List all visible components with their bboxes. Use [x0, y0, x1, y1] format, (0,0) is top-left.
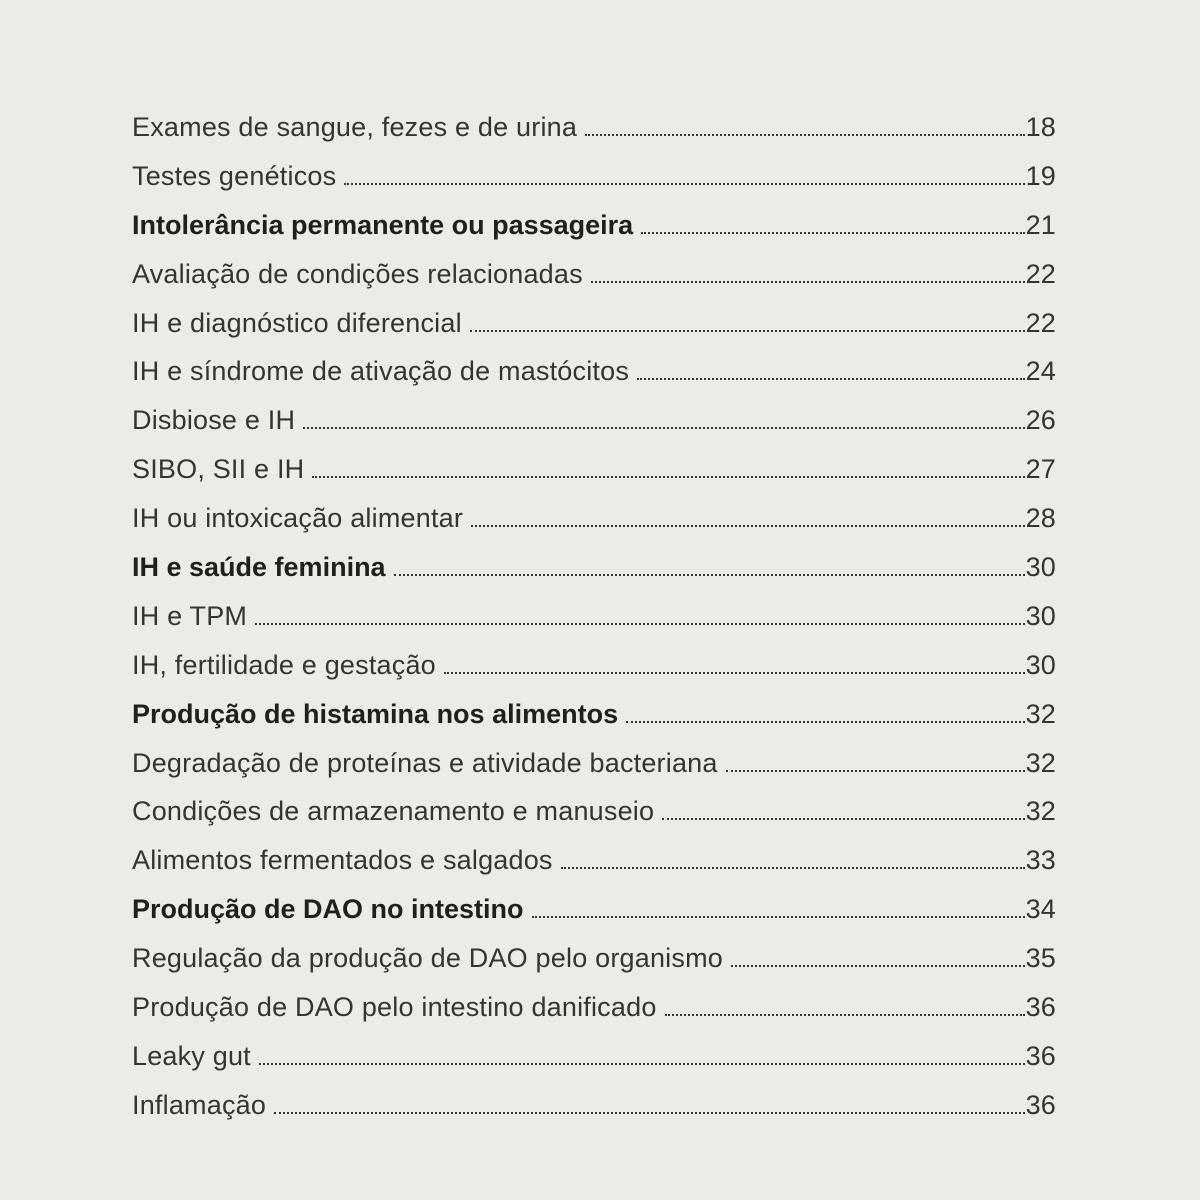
toc-entry	[132, 845, 1056, 894]
toc-entry-page-number: 30	[1025, 552, 1056, 583]
toc-entry-label: Alimentos fermentados e salgados	[132, 845, 553, 876]
toc-entry-page-number: 22	[1025, 258, 1056, 289]
dot-leader	[344, 183, 1024, 185]
toc-entry-label: Regulação da produção de DAO pelo organismo	[132, 943, 723, 974]
toc-entry	[132, 503, 1056, 552]
dot-leader	[591, 281, 1025, 283]
dot-leader	[585, 134, 1024, 136]
toc-entry-page-number: 22	[1025, 307, 1056, 338]
toc-entry-label: Produção de histamina nos alimentos	[132, 698, 619, 729]
dot-leader	[532, 916, 1025, 918]
dot-leader	[471, 525, 1025, 527]
toc-entry	[132, 699, 1056, 748]
toc-entry-label: SIBO, SII e IH	[132, 454, 305, 485]
toc-entry-page-number: 32	[1025, 796, 1056, 827]
toc-entry-page-number: 27	[1025, 454, 1056, 485]
dot-leader	[470, 330, 1025, 332]
toc-entry-page-number: 28	[1025, 503, 1056, 534]
toc-entry-label: IH ou intoxicação alimentar	[132, 503, 464, 534]
toc-entry-label: IH e saúde feminina	[132, 552, 386, 583]
toc-entry-label: Inflamação	[132, 1089, 267, 1120]
toc-entry	[132, 650, 1056, 699]
toc-entry-page-number: 30	[1025, 600, 1056, 631]
toc-entry-label: IH e TPM	[132, 600, 248, 631]
toc-entry-page-number: 26	[1025, 405, 1056, 436]
toc-entry-page-number: 18	[1025, 112, 1056, 142]
toc-entry	[132, 405, 1056, 454]
toc-entry-page-number: 35	[1025, 943, 1056, 974]
toc-entry	[132, 112, 1056, 161]
toc-entry-page-number: 24	[1025, 356, 1056, 387]
dot-leader	[312, 476, 1024, 478]
toc-list	[132, 112, 1056, 1139]
dot-leader	[665, 1014, 1025, 1016]
toc-entry-label: Testes genéticos	[132, 160, 337, 191]
toc-entry	[132, 161, 1056, 210]
dot-leader	[726, 770, 1025, 772]
toc-entry	[132, 601, 1056, 650]
toc-entry-label: IH e síndrome de ativação de mastócitos	[132, 356, 630, 387]
toc-entry-page-number: 21	[1025, 209, 1056, 240]
dot-leader	[626, 721, 1024, 723]
toc-entry	[132, 454, 1056, 503]
dot-leader	[255, 623, 1024, 625]
toc-entry-page-number: 19	[1025, 160, 1056, 191]
toc-entry	[132, 210, 1056, 259]
toc-entry	[132, 259, 1056, 308]
dot-leader	[444, 672, 1025, 674]
toc-entry-label: Avaliação de condições relacionadas	[132, 258, 583, 289]
toc-entry-label: Intolerância permanente ou passageira	[132, 209, 634, 240]
toc-entry	[132, 308, 1056, 357]
toc-entry-label: Produção de DAO no intestino	[132, 894, 524, 925]
toc-entry-page-number: 32	[1025, 698, 1056, 729]
toc-entry-label: Leaky gut	[132, 1040, 251, 1071]
toc-entry-page-number: 34	[1025, 894, 1056, 925]
toc-entry	[132, 552, 1056, 601]
dot-leader	[274, 1112, 1024, 1114]
toc-entry	[132, 1090, 1056, 1139]
dot-leader	[259, 1063, 1025, 1065]
toc-entry-page-number: 32	[1025, 747, 1056, 778]
toc-entry-page-number: 33	[1025, 845, 1056, 876]
toc-entry-label: Condições de armazenamento e manuseio	[132, 796, 655, 827]
toc-entry-label: IH e diagnóstico diferencial	[132, 307, 462, 338]
toc-entry	[132, 943, 1056, 992]
toc-entry-label: Disbiose e IH	[132, 405, 296, 436]
dot-leader	[394, 574, 1025, 576]
dot-leader	[561, 867, 1025, 869]
toc-entry	[132, 796, 1056, 845]
dot-leader	[637, 378, 1025, 380]
dot-leader	[303, 427, 1024, 429]
toc-entry-label: Degradação de proteínas e atividade bacteriana	[132, 747, 718, 778]
toc-entry-page-number: 30	[1025, 649, 1056, 680]
toc-entry-page-number: 36	[1025, 1040, 1056, 1071]
dot-leader	[731, 965, 1025, 967]
toc-entry	[132, 894, 1056, 943]
toc-entry	[132, 992, 1056, 1041]
dot-leader	[662, 818, 1024, 820]
toc-entry-page-number: 36	[1025, 1089, 1056, 1120]
toc-entry-label: IH, fertilidade e gestação	[132, 649, 436, 680]
toc-entry	[132, 1041, 1056, 1090]
toc-entry	[132, 748, 1056, 797]
toc-entry-label: Produção de DAO pelo intestino danificado	[132, 992, 657, 1023]
toc-entry-label: Exames de sangue, fezes e de urina	[132, 112, 578, 142]
toc-entry-page-number: 36	[1025, 992, 1056, 1023]
toc-entry	[132, 356, 1056, 405]
dot-leader	[641, 232, 1024, 234]
